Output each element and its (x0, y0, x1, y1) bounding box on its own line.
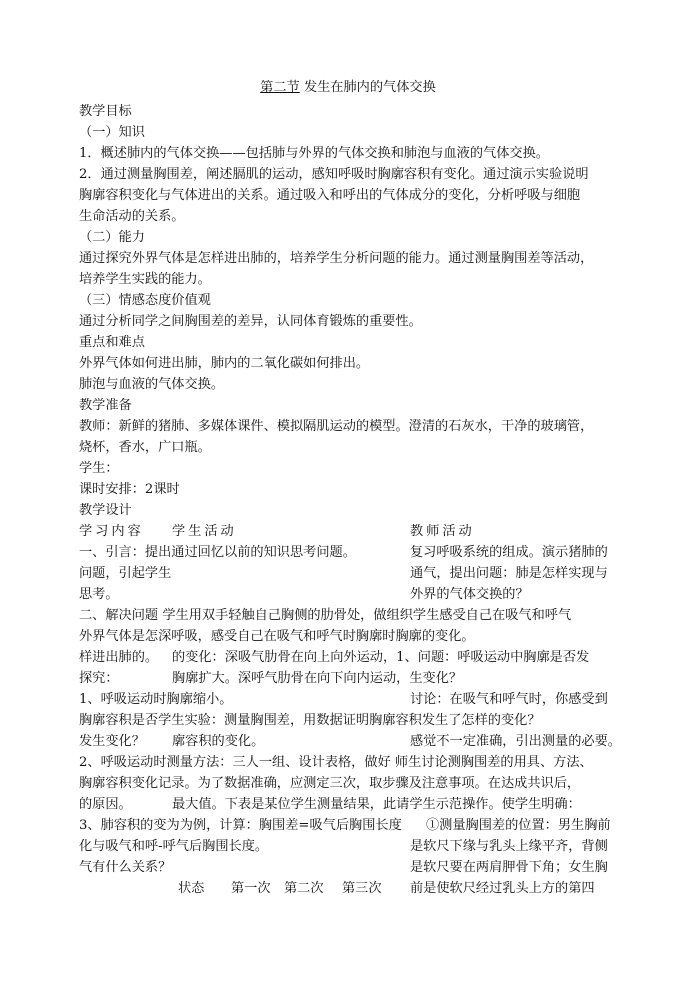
row-6-right: 的变化：深吸气肋骨在向上向外运动，1、问题：呼吸运动中胸廓是否发 (172, 650, 590, 665)
emotion-line: 通过分析同学之间胸围差的差异，认同体育锻炼的重要性。 (79, 314, 422, 329)
preparation-teacher-line-2: 烧杯，香水，广口瓶。 (79, 440, 211, 455)
objectives-heading: 教学目标 (79, 104, 132, 119)
key-points-heading: 重点和难点 (79, 335, 145, 350)
row-14-left: 3、肺容积的变为为例，计算：胸围差=吸气后胸围长度 (79, 818, 402, 833)
row-16-left: 气有什么关系？ (79, 860, 172, 875)
row-9: 胸廓容积是否学生实验：测量胸围差，用数据证明胸廓容积发生了怎样的变化？ (79, 713, 541, 728)
design-heading: 教学设计 (79, 503, 132, 518)
row-15-left: 化与吸气和呼-呼气后胸围长度。 (79, 839, 269, 854)
row-5: 外界气体是怎深呼吸，感受自己在吸气和呼气时胸廓时胸廓的变化。 (79, 629, 475, 644)
row-7-left: 探究： (79, 671, 119, 686)
row-11: 2、呼吸运动时测量方法：三人一组、设计表格，做好 师生讨论测胸围差的用具、方法、 (79, 755, 593, 770)
knowledge-item-2-line-3: 生命活动的关系。 (79, 209, 185, 224)
preparation-student: 学生： (79, 461, 119, 476)
row-17-right: 前是使软尺经过乳头上方的第四 (410, 881, 595, 896)
row-13-right: 最大值。下表是某位学生测量结果，此请学生示范操作。使学生明确： (172, 797, 581, 812)
schedule: 课时安排：2课时 (79, 482, 180, 497)
key-point-2: 肺泡与血液的气体交换。 (79, 377, 225, 392)
row-10-right: 感觉不一定准确，引出测量的必要。 (410, 734, 621, 749)
row-4: 二、解决问题 学生用双手轻触自己胸侧的肋骨处，做组织学生感受自己在吸气和呼气 (79, 608, 572, 623)
knowledge-item-2-line-1: 2．通过测量胸围差，阐述膈肌的运动，感知呼吸时胸廓容积有变化。通过演示实验说明 (79, 167, 589, 182)
row-16-right: 是软尺要在两肩胛骨下角；女生胸 (410, 860, 608, 875)
column-header-content: 学习内容 (79, 524, 144, 539)
row-1-left: 一、引言：提出通过回忆以前的知识思考问题。 (79, 545, 356, 560)
row-10-middle: 廓容积的变化。 (172, 734, 265, 749)
row-8-right: 讨论：在吸气和呼气时，你感受到 (410, 692, 608, 707)
row-8-left: 1、呼吸运动时胸廓缩小。 (79, 692, 233, 707)
table-header-state: 状态 (178, 881, 205, 896)
row-2-left: 问题，引起学生 (79, 566, 172, 581)
row-15-right: 是软尺下缘与乳头上缘平齐，背侧 (410, 839, 608, 854)
row-3-left: 思考。 (79, 587, 119, 602)
row-12: 胸廓容积变化记录。为了数据准确，应测定三次，取步骤及注意事项。在达成共识后， (79, 776, 581, 791)
row-6-left: 样进出肺的。 (79, 650, 159, 665)
section-number: 第二节 (260, 80, 300, 95)
preparation-heading: 教学准备 (79, 398, 132, 413)
column-header-teacher: 教师活动 (410, 524, 475, 539)
knowledge-item-1: 1．概述肺内的气体交换——包括肺与外界的气体交换和肺泡与血液的气体交换。 (79, 146, 549, 161)
row-13-left: 的原因。 (79, 797, 132, 812)
row-14-right: ①测量胸围差的位置：男生胸前 (426, 818, 611, 833)
ability-line-1: 通过探究外界气体是怎样进出肺的，培养学生分析问题的能力。通过测量胸围差等活动， (79, 251, 594, 266)
column-header-student: 学生活动 (172, 524, 237, 539)
table-header-third: 第三次 (342, 881, 382, 896)
row-2-right: 通气，提出问题：肺是怎样实现与 (410, 566, 608, 581)
knowledge-heading: （一）知识 (79, 125, 145, 140)
section-title: 发生在肺内的气体交换 (303, 80, 436, 95)
key-point-1: 外界气体如何进出肺，肺内的二氧化碳如何排出。 (79, 356, 370, 371)
ability-line-2: 培养学生实践的能力。 (79, 272, 211, 287)
page-title (0, 78, 696, 98)
table-header-second: 第二次 (284, 881, 324, 896)
preparation-teacher-line-1: 教师：新鲜的猪肺、多媒体课件、模拟隔肌运动的模型。澄清的石灰水，干净的玻璃管， (79, 419, 594, 434)
table-header-first: 第一次 (231, 881, 271, 896)
knowledge-item-2-line-2: 胸廓容积变化与气体进出的关系。通过吸入和呼出的气体成分的变化，分析呼吸与细胞 (79, 188, 581, 203)
row-1-right: 复习呼吸系统的组成。演示猪肺的 (410, 545, 608, 560)
row-7-right: 胸廓扩大。深呼气肋骨在向下向内运动，生变化？ (172, 671, 463, 686)
ability-heading: （二）能力 (79, 230, 145, 245)
row-10-left: 发生变化？ (79, 734, 145, 749)
row-3-right: 外界的气体交换的？ (410, 587, 529, 602)
emotion-heading: （三）情感态度价值观 (79, 293, 211, 308)
